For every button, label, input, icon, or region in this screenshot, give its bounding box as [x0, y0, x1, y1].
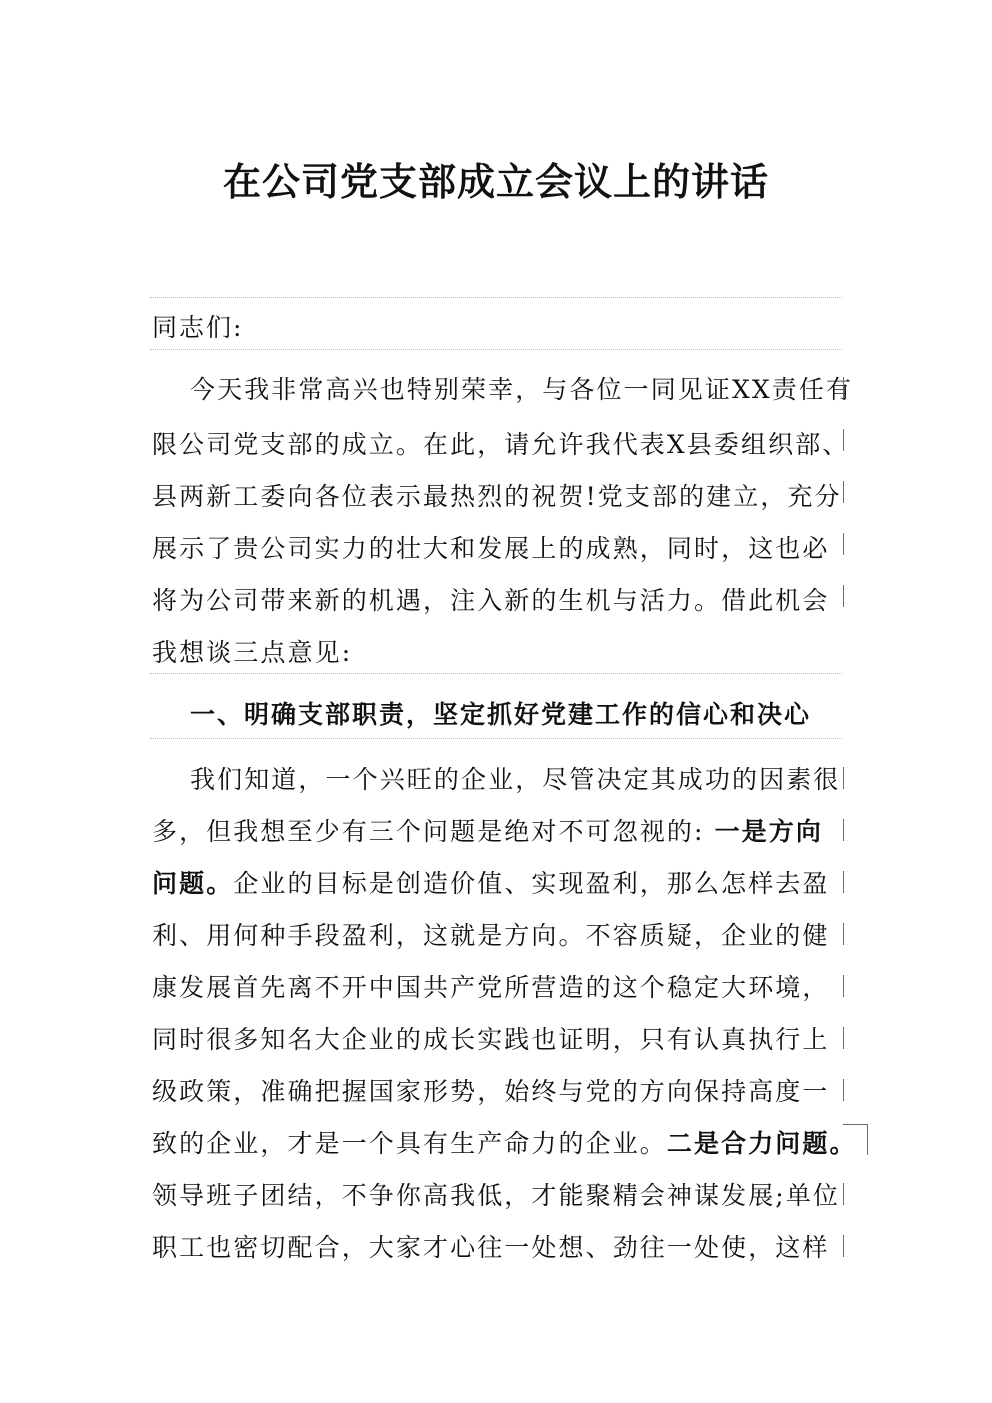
paragraph-2-line: 我们知道，一个兴旺的企业，尽管决定其成功的因素很: [190, 765, 841, 794]
paragraph-2-line: 职工也密切配合，大家才心往一处想、劲往一处使，这样: [152, 1233, 830, 1262]
emphasis-text: 问题。: [152, 869, 234, 898]
emphasis-text: 一是方向: [714, 817, 823, 846]
line-end-marker: [843, 1027, 844, 1049]
text-run: 企业的目标是创造价值、实现盈利，那么怎样去盈: [233, 869, 830, 898]
separator-line: [150, 673, 842, 674]
paragraph-1-line: 限公司党支部的成立。在此，请允许我代表X县委组织部、: [152, 430, 850, 459]
line-end-marker: [843, 481, 844, 503]
line-end-marker: [843, 871, 844, 893]
line-end-marker: [843, 429, 844, 451]
text-run: 多，但我想至少有三个问题是绝对不可忽视的:: [152, 817, 705, 846]
line-end-marker: [843, 1235, 844, 1257]
paragraph-1-line: 今天我非常高兴也特别荣幸，与各位一同见证XX责任有: [190, 375, 854, 404]
salutation: 同志们:: [152, 313, 244, 342]
line-end-marker: [843, 767, 844, 789]
separator-line: [150, 297, 842, 298]
paragraph-2-line: 领导班子团结，不争你高我低，才能聚精会神谋发展;单位: [152, 1181, 841, 1210]
paragraph-1-line: 县两新工委向各位表示最热烈的祝贺!党支部的建立，充分: [152, 482, 842, 511]
paragraph-2-line: [152, 864, 830, 904]
line-end-marker: [843, 1124, 868, 1155]
line-end-marker: [843, 533, 844, 555]
document-title: 在公司党支部成立会议上的讲话: [222, 159, 769, 204]
line-end-marker: [843, 975, 844, 997]
line-end-marker: [843, 377, 844, 399]
paragraph-2-line: 康发展首先离不开中国共产党所营造的这个稳定大环境，: [152, 973, 830, 1002]
paragraph-2-line: [152, 1124, 857, 1164]
paragraph-2-line: [152, 812, 823, 852]
paragraph-1-line: 将为公司带来新的机遇，注入新的生机与活力。借此机会: [152, 586, 830, 615]
paragraph-2-line: 同时很多知名大企业的成长实践也证明，只有认真执行上: [152, 1025, 830, 1054]
line-end-marker: [843, 585, 844, 607]
line-end-marker: [843, 923, 844, 945]
paragraph-1-line: 展示了贵公司实力的壮大和发展上的成熟，同时，这也必: [152, 534, 830, 563]
section-heading: 一、明确支部职责，坚定抓好党建工作的信心和决心: [190, 700, 812, 729]
paragraph-1-line: 我想谈三点意见:: [152, 638, 353, 667]
text-run: 致的企业，才是一个具有生产命力的企业。: [152, 1129, 667, 1158]
line-end-marker: [843, 819, 844, 841]
separator-line: [150, 349, 842, 350]
paragraph-2-line: 利、用何种手段盈利，这就是方向。不容质疑，企业的健: [152, 921, 830, 950]
paragraph-2-line: 级政策，准确把握国家形势，始终与党的方向保持高度一: [152, 1077, 830, 1106]
emphasis-text: 二是合力问题。: [666, 1129, 857, 1158]
separator-line: [150, 738, 842, 739]
line-end-marker: [843, 1079, 844, 1101]
line-end-marker: [843, 1183, 844, 1205]
